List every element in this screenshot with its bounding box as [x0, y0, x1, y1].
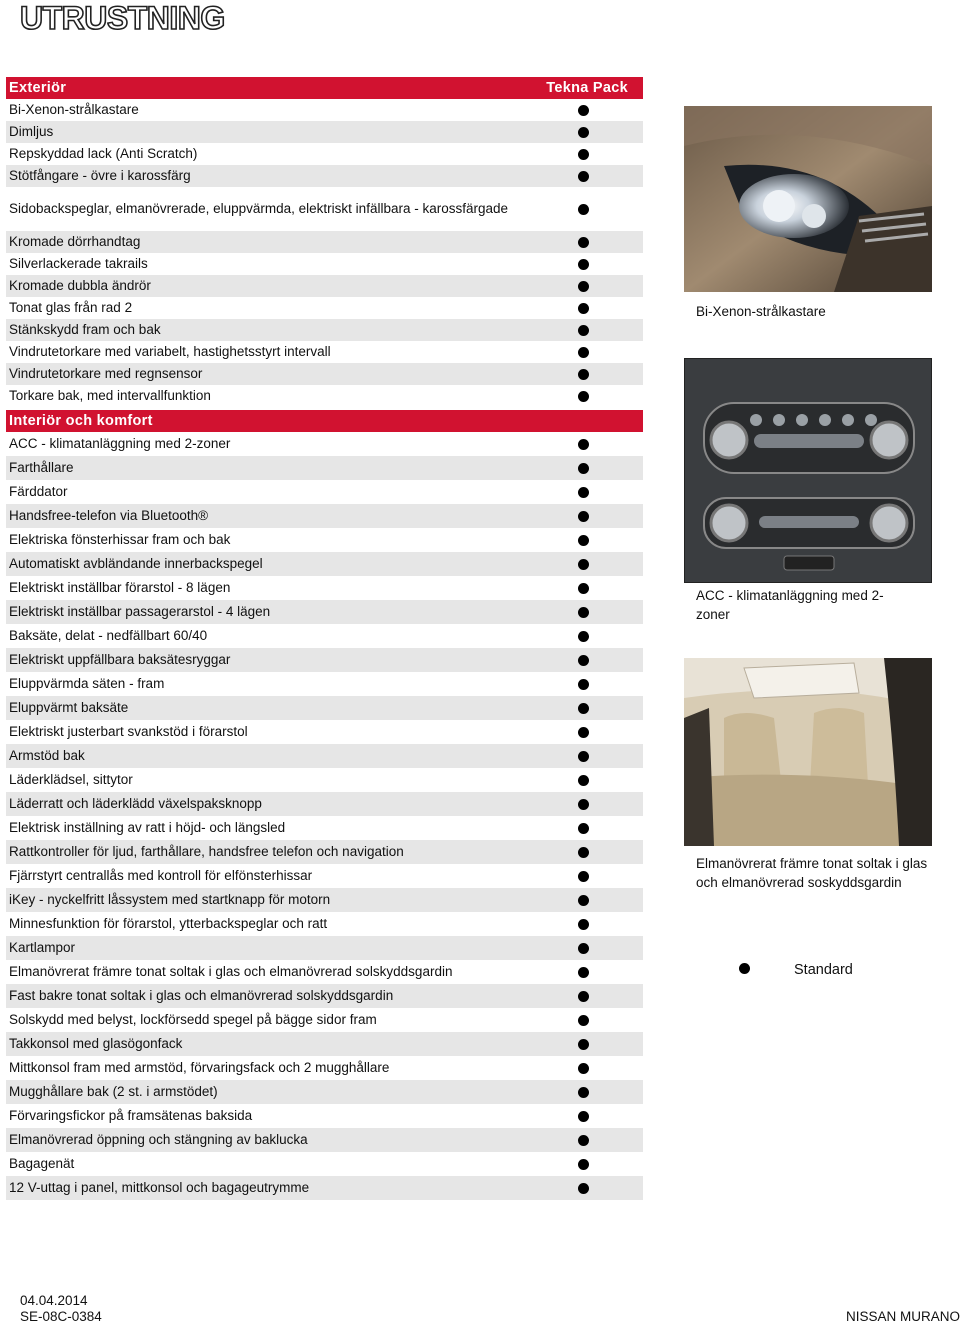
- table-row: [6, 231, 643, 253]
- row-label: iKey - nyckelfritt låssystem med startknapp för motorn: [9, 892, 331, 907]
- row-label: Elektriskt justerbart svankstöd i förarstol: [9, 724, 248, 739]
- row-label: Sidobackspeglar, elmanövrerade, eluppvärmda, elektriskt infällbara - karossfärgade: [9, 201, 509, 216]
- table-row: [6, 275, 643, 297]
- table-row: [6, 253, 643, 275]
- table-row: [6, 1080, 643, 1104]
- standard-dot-icon: [578, 703, 589, 714]
- footer-model: NISSAN MURANO: [845, 1309, 960, 1324]
- table-row: [6, 480, 643, 504]
- row-label: Elektriskt inställbar passagerarstol - 4 lägen: [9, 604, 271, 619]
- standard-dot-icon: [578, 303, 589, 314]
- table-row: [6, 936, 643, 960]
- standard-dot-icon: [578, 325, 589, 336]
- row-label: Elektriska fönsterhissar fram och bak: [9, 532, 231, 547]
- table-row: [6, 984, 643, 1008]
- legend-standard-label: Standard: [794, 962, 853, 978]
- row-label: Automatiskt avbländande innerbackspegel: [9, 556, 263, 571]
- row-label: Repskyddad lack (Anti Scratch): [9, 146, 198, 161]
- standard-dot-icon: [578, 439, 589, 450]
- footer-date: 04.04.2014: [20, 1293, 88, 1308]
- table-row: [6, 121, 643, 143]
- row-label: ACC - klimatanläggning med 2-zoner: [9, 436, 231, 451]
- standard-dot-icon: [578, 1111, 589, 1122]
- table-row: [6, 1176, 643, 1200]
- table-row: [6, 1128, 643, 1152]
- row-label: Baksäte, delat - nedfällbart 60/40: [9, 628, 208, 643]
- row-label: Fast bakre tonat soltak i glas och elmanövrerad solskyddsgardin: [9, 988, 394, 1003]
- column-header-tekna-pack: Tekna Pack: [546, 80, 628, 96]
- standard-dot-icon: [578, 237, 589, 248]
- table-row: [6, 456, 643, 480]
- table-row: [6, 1008, 643, 1032]
- standard-dot-icon: [578, 943, 589, 954]
- standard-dot-icon: [578, 775, 589, 786]
- table-row: [6, 504, 643, 528]
- table-row: [6, 143, 643, 165]
- headlight-image: [684, 106, 932, 292]
- row-label: Läderratt och läderklädd växelspaksknopp: [9, 796, 262, 811]
- table-row: [6, 864, 643, 888]
- table-row: [6, 385, 643, 407]
- section-header: [6, 410, 643, 432]
- standard-dot-icon: [578, 1087, 589, 1098]
- standard-dot-icon: [578, 871, 589, 882]
- row-label: Solskydd med belyst, lockförsedd spegel på bägge sidor fram: [9, 1012, 377, 1027]
- table-row: [6, 912, 643, 936]
- sunroof-interior-image: [684, 658, 932, 846]
- standard-dot-icon: [578, 1063, 589, 1074]
- table-row: [6, 960, 643, 984]
- row-label: Tonat glas från rad 2: [9, 300, 133, 315]
- standard-dot-icon: [578, 559, 589, 570]
- standard-dot-icon: [578, 391, 589, 402]
- row-label: Farthållare: [9, 460, 74, 475]
- standard-dot-icon: [578, 281, 589, 292]
- row-label: Stänkskydd fram och bak: [9, 322, 161, 337]
- standard-dot-icon: [578, 1159, 589, 1170]
- section-title: Interiör och komfort: [9, 413, 153, 429]
- row-label: Torkare bak, med intervallfunktion: [9, 388, 211, 403]
- row-label: Dimljus: [9, 124, 54, 139]
- table-row: [6, 432, 643, 456]
- row-label: Kartlampor: [9, 940, 76, 955]
- standard-dot-icon: [578, 679, 589, 690]
- table-row: [6, 1032, 643, 1056]
- standard-dot-icon: [578, 607, 589, 618]
- section-title: Exteriör: [9, 80, 67, 96]
- row-label: Läderklädsel, sittytor: [9, 772, 133, 787]
- row-label: Minnesfunktion för förarstol, ytterbackspeglar och ratt: [9, 916, 328, 931]
- table-row: [6, 297, 643, 319]
- standard-dot-icon: [578, 799, 589, 810]
- table-row: [6, 648, 643, 672]
- row-label: Mugghållare bak (2 st. i armstödet): [9, 1084, 218, 1099]
- climate-caption: ACC - klimatanläggning med 2- zoner: [696, 588, 884, 622]
- table-row: [6, 888, 643, 912]
- standard-dot-icon: [578, 463, 589, 474]
- table-row: [6, 319, 643, 341]
- table-row: [6, 720, 643, 744]
- table-row: [6, 99, 643, 121]
- standard-dot-icon: [578, 535, 589, 546]
- standard-legend-dot-icon: [739, 963, 750, 974]
- table-row: [6, 696, 643, 720]
- table-row: [6, 1104, 643, 1128]
- row-label: Takkonsol med glasögonfack: [9, 1036, 183, 1051]
- standard-dot-icon: [578, 1183, 589, 1194]
- standard-dot-icon: [578, 823, 589, 834]
- standard-dot-icon: [578, 1015, 589, 1026]
- table-row: [6, 576, 643, 600]
- table-row: [6, 840, 643, 864]
- footer-code: SE-08C-0384: [20, 1309, 102, 1324]
- standard-dot-icon: [578, 204, 589, 215]
- row-label: Handsfree-telefon via Bluetooth®: [9, 508, 209, 523]
- table-row: [6, 1056, 643, 1080]
- standard-dot-icon: [578, 105, 589, 116]
- standard-dot-icon: [578, 259, 589, 270]
- row-label: Bagagenät: [9, 1156, 75, 1171]
- climate-control-image: [684, 358, 932, 583]
- row-label: Fjärrstyrt centrallås med kontroll för elfönsterhissar: [9, 868, 313, 883]
- row-label: Mittkonsol fram med armstöd, förvaringsfack och 2 mugghållare: [9, 1060, 390, 1075]
- row-label: Kromade dörrhandtag: [9, 234, 141, 249]
- row-label: Elmanövrerat främre tonat soltak i glas och elmanövrerad solskyddsgardin: [9, 964, 453, 979]
- table-row: [6, 528, 643, 552]
- standard-dot-icon: [578, 991, 589, 1002]
- table-row: [6, 552, 643, 576]
- standard-dot-icon: [578, 149, 589, 160]
- table-row: [6, 792, 643, 816]
- table-row: [6, 341, 643, 363]
- table-row: [6, 600, 643, 624]
- row-label: Eluppvärmda säten - fram: [9, 676, 165, 691]
- standard-dot-icon: [578, 967, 589, 978]
- row-label: Bi-Xenon-strålkastare: [9, 102, 139, 117]
- row-label: Elektriskt uppfällbara baksätesryggar: [9, 652, 231, 667]
- standard-dot-icon: [578, 919, 589, 930]
- row-label: Vindrutetorkare med variabelt, hastighetsstyrt intervall: [9, 344, 331, 359]
- table-row: [6, 1152, 643, 1176]
- table-row: [6, 816, 643, 840]
- row-label: Stötfångare - övre i karossfärg: [9, 168, 191, 183]
- standard-dot-icon: [578, 583, 589, 594]
- row-label: Rattkontroller för ljud, farthållare, handsfree telefon och navigation: [9, 844, 404, 859]
- standard-dot-icon: [578, 347, 589, 358]
- standard-dot-icon: [578, 369, 589, 380]
- row-label: Elektrisk inställning av ratt i höjd- och längsled: [9, 820, 286, 835]
- standard-dot-icon: [578, 895, 589, 906]
- standard-dot-icon: [578, 655, 589, 666]
- equipment-table: [6, 77, 643, 1200]
- standard-dot-icon: [578, 847, 589, 858]
- standard-dot-icon: [578, 631, 589, 642]
- row-label: 12 V-uttag i panel, mittkonsol och bagageutrymme: [9, 1180, 310, 1195]
- headlight-caption: Bi-Xenon-strålkastare: [696, 304, 826, 319]
- sunroof-caption: Elmanövrerat främre tonat soltak i glas och elmanövrerad soskyddsgardin: [696, 856, 928, 890]
- standard-dot-icon: [578, 511, 589, 522]
- standard-dot-icon: [578, 487, 589, 498]
- page-title: UTRUSTNING: [20, 0, 225, 36]
- standard-dot-icon: [578, 1039, 589, 1050]
- standard-dot-icon: [578, 127, 589, 138]
- table-row: [6, 672, 643, 696]
- standard-dot-icon: [578, 727, 589, 738]
- row-label: Förvaringsfickor på framsätenas baksida: [9, 1108, 253, 1123]
- table-row: [6, 165, 643, 187]
- row-label: Kromade dubbla ändrör: [9, 278, 151, 293]
- row-label: Eluppvärmt baksäte: [9, 700, 129, 715]
- standard-dot-icon: [578, 751, 589, 762]
- standard-dot-icon: [578, 1135, 589, 1146]
- row-label: Armstöd bak: [9, 748, 85, 763]
- section-header: [6, 77, 643, 99]
- row-label: Silverlackerade takrails: [9, 256, 148, 271]
- table-row: [6, 624, 643, 648]
- row-label: Elmanövrerad öppning och stängning av baklucka: [9, 1132, 308, 1147]
- table-row: [6, 744, 643, 768]
- table-row: [6, 187, 643, 231]
- table-row: [6, 768, 643, 792]
- row-label: Vindrutetorkare med regnsensor: [9, 366, 203, 381]
- table-row: [6, 363, 643, 385]
- row-label: Färddator: [9, 484, 68, 499]
- row-label: Elektriskt inställbar förarstol - 8 lägen: [9, 580, 231, 595]
- standard-dot-icon: [578, 171, 589, 182]
